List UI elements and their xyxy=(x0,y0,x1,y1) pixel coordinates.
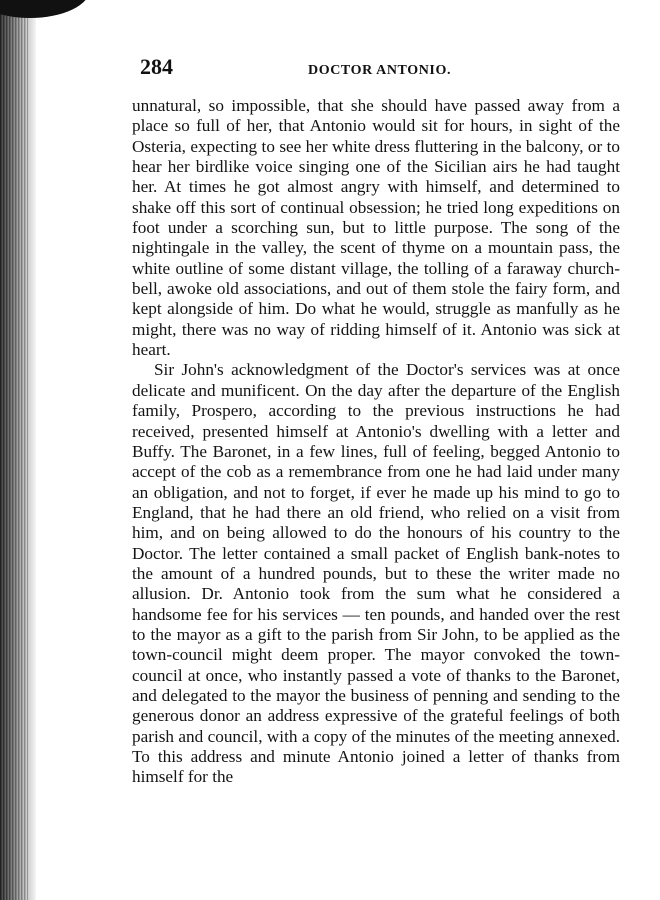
scan-corner-shadow xyxy=(0,0,90,18)
book-page xyxy=(132,54,620,788)
paragraph-sir-john: Sir John's acknowledgment of the Doctor's services was at once delicate and munificent. On the day after the departure of the English family, Prospero, according to the previous instructions he had received, presented himself at Antonio's dwelling with a letter and Buffy. The Baronet, in a few lines, full of feeling, begged Antonio to accept of the cob as a remembrance from one he had laid under many an obligation, and not to forget, if ever he made up his mind to go to England, that he had there an old friend, who relied on a visit from him, and on being allowed to do the honours of his country to the Doctor. The letter contained a small packet of English bank-notes to the amount of a hundred pounds, but to these the writer made no allusion. Dr. Antonio took from the sum what he considered a handsome fee for his services — ten pounds, and handed over the rest to the mayor as a gift to the parish from Sir John, to be applied as the town-council might deem proper. The mayor convoked the town-council at once, who instantly passed a vote of thanks to the Baronet, and delegated to the mayor the business of penning and sending to the generous donor an address expressive of the grateful feelings of both parish and council, with a copy of the minutes of the meeting annexed. To this address and minute Antonio joined a letter of thanks from himself for the xyxy=(132,360,620,787)
page-edge-stripes xyxy=(0,0,28,900)
running-head xyxy=(132,54,620,84)
page-number: 284 xyxy=(140,54,173,79)
running-title: DOCTOR ANTONIO. xyxy=(308,63,452,78)
body-text xyxy=(132,96,620,788)
paragraph-continued: unnatural, so impossible, that she should have passed away from a place so full of her, that Antonio would sit for hours, in sight of the Osteria, expecting to see her white dress fluttering in the balcony, or to hear her birdlike voice singing one of the Sicilian airs he had taught her. At times he got almost angry with himself, and determined to shake off this sort of continual obsession; he tried long expeditions on foot under a scorching sun, but to little purpose. The song of the nightingale in the valley, the scent of thyme on a mountain pass, the white outline of some distant village, the tolling of a faraway church-bell, awoke old associations, and out of them stole the fairy form, and kept alongside of him. Do what he would, struggle as manfully as he might, there was no way of ridding himself of it. Antonio was sick at heart. xyxy=(132,96,620,360)
